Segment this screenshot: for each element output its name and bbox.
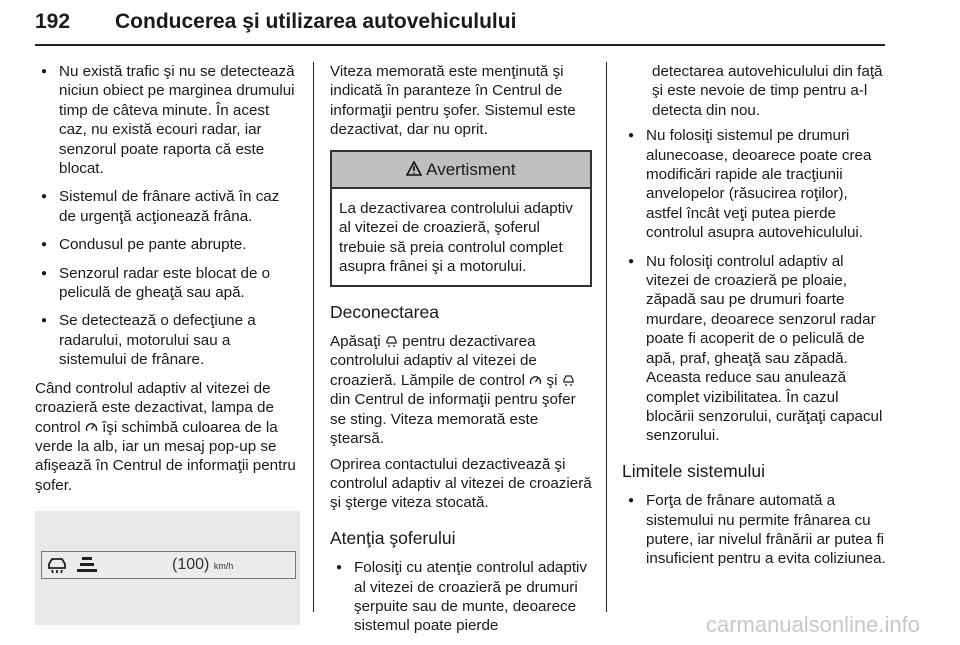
paragraph-text: pentru dezactivarea controlului adaptiv al vitezei de croazieră. Lămpile de control xyxy=(330,333,537,389)
list-item: ● Nu folosiţi sistemul pe drumuri alunecoase, deoarece poate crea modificări rapide ale tracţiunii anvelopelor (răsucirea roţilor), astfel încât veţi putea pierde controlul asupra autovehiculului. xyxy=(622,126,887,242)
list-item: ● Folosiţi cu atenţie controlul adaptiv al vitezei de croazieră pe drumuri şerpuite sau de munte, deoarece sistemul poate pierde xyxy=(330,558,592,636)
stored-speed xyxy=(172,555,233,576)
warning-title: Avertisment xyxy=(426,159,516,179)
column-divider xyxy=(606,62,607,612)
paragraph xyxy=(35,379,300,495)
page-number: 192 xyxy=(35,10,71,33)
paragraph xyxy=(330,332,592,448)
watermark: carmanualsonline.info xyxy=(705,612,920,637)
paragraph-text: Apăsaţi xyxy=(330,333,381,351)
list-item: ● Nu există trafic şi nu se detectează niciun obiect pe marginea drumului timp de câteva minute. În acest caz, nu există ecouri radar, iar senzorul poate raporta că este blocat. xyxy=(35,62,300,178)
list-item: ● Senzorul radar este blocat de o peliculă de gheaţă sau apă. xyxy=(35,264,300,303)
adaptive-cruise-icon xyxy=(562,374,575,387)
paragraph-text: şi xyxy=(546,371,558,389)
column-2 xyxy=(330,62,592,645)
adaptive-cruise-icon xyxy=(385,335,398,348)
list-item: ● Nu folosiţi controlul adaptiv al vitezei de croazieră pe ploaie, zăpadă sau pe drumuri foarte murdare, deoarece senzorul radar poate fi acoperit de o peliculă de apă, praf, gheaţă sau zăpadă. Aceasta reduce sau anulează complet vizibilitatea. În cazul blocării senzorului, curăţaţi capacul senzorului. xyxy=(622,252,887,446)
speedometer-control-icon xyxy=(85,421,98,434)
list-item: ● Forţa de frânare automată a sistemului nu permite frânarea cu putere, iar nivelul frânării ar putea fi insuficient pentru a evita coliziunea. xyxy=(622,491,887,569)
warning-text: La dezactivarea controlului adaptiv al vitezei de croazieră, şoferul trebuie să preia controlul complet asupra frânei şi a motorului. xyxy=(339,200,573,276)
column-divider xyxy=(313,62,314,612)
list-item: ● Sistemul de frânare activă în caz de urgenţă acţionează frâna. xyxy=(35,187,300,226)
section-heading: Atenţia şoferului xyxy=(330,527,456,548)
warning-triangle-icon xyxy=(406,161,422,176)
section-heading: Limitele sistemului xyxy=(622,460,765,481)
list-item: ● Condusul pe pante abrupte. xyxy=(35,235,300,254)
warning-box xyxy=(330,150,592,287)
speedometer-control-icon xyxy=(529,374,542,387)
paragraph: detectarea autovehiculului din faţă şi este nevoie de timp pentru a-l detecta din nou. xyxy=(652,63,883,119)
paragraph-text: îşi schimbă culoarea de la verde la alb, iar un mesaj pop-up se afişează în Centrul de informaţii pentru şofer. xyxy=(35,418,296,494)
adaptive-cruise-car-icon xyxy=(46,556,70,574)
header-rule xyxy=(35,44,885,46)
paragraph-text: din Centrul de informaţii pentru şofer se sting. Viteza memorată este ştearsă. xyxy=(330,391,576,448)
warning-header xyxy=(332,152,590,189)
paragraph: Oprirea contactului dezactivează şi controlul adaptiv al vitezei de croazieră şi şterge viteza stocată. xyxy=(330,455,592,512)
paragraph-text: Când controlul adaptiv al vitezei de croazieră este dezactivat, lampa de control xyxy=(35,379,274,436)
list-item: ● Se detectează o defecţiune a radarului, motorului sau a sistemului de frânare. xyxy=(35,311,300,369)
chapter-title: Conducerea şi utilizarea autovehiculului xyxy=(115,10,517,33)
cluster-display xyxy=(41,551,296,579)
distance-bars-icon xyxy=(76,556,98,574)
column-3 xyxy=(622,62,887,578)
section-heading: Deconectarea xyxy=(330,301,439,322)
instrument-cluster-image xyxy=(35,511,300,625)
column-1 xyxy=(35,62,300,625)
page-header xyxy=(35,6,885,42)
paragraph: Viteza memorată este menţinută şi indicată în paranteze în Centrul de informaţii pentru şofer. Sistemul este dezactivat, dar nu oprit. xyxy=(330,63,576,139)
speed-value: (100) xyxy=(172,556,210,574)
speed-unit: km/h xyxy=(213,561,234,572)
